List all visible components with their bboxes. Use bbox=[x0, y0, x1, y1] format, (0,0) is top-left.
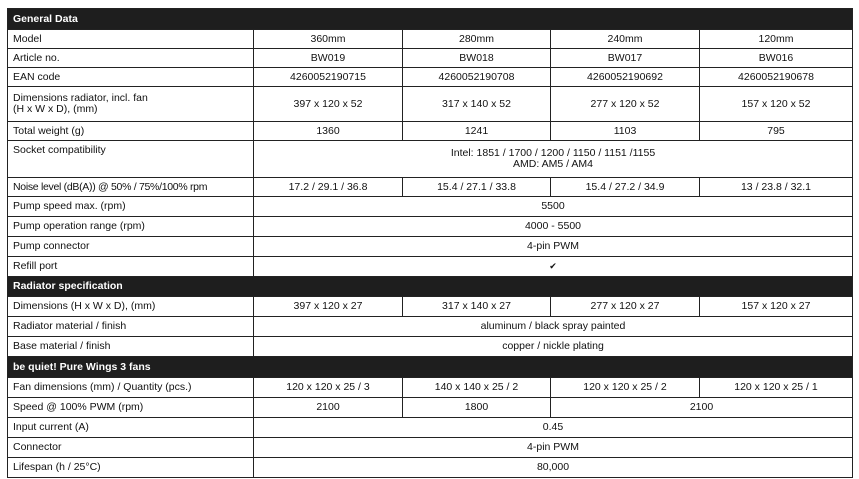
cell-value: 397 x 120 x 52 bbox=[254, 87, 403, 122]
row-fan-dimensions bbox=[8, 378, 853, 398]
cell-value: 1800 bbox=[403, 398, 551, 418]
row-socket bbox=[8, 141, 853, 178]
section-general bbox=[8, 9, 853, 30]
cell-value: 4260052190678 bbox=[700, 68, 853, 87]
section-radiator bbox=[8, 277, 853, 297]
cell-value: 280mm bbox=[403, 30, 551, 49]
cell-value: 360mm bbox=[254, 30, 403, 49]
section-radiator-title: Radiator specification bbox=[8, 277, 853, 297]
row-fan-speed bbox=[8, 398, 853, 418]
row-weight bbox=[8, 122, 853, 141]
row-refill bbox=[8, 257, 853, 277]
cell-value: 4260052190708 bbox=[403, 68, 551, 87]
row-label: EAN code bbox=[8, 68, 254, 87]
row-label-line: Dimensions radiator, incl. fan bbox=[13, 92, 148, 104]
row-label bbox=[8, 87, 254, 122]
cell-value: 120mm bbox=[700, 30, 853, 49]
cell-value: 140 x 140 x 25 / 2 bbox=[403, 378, 551, 398]
cell-value: aluminum / black spray painted bbox=[254, 317, 853, 337]
cell-value: 1360 bbox=[254, 122, 403, 141]
row-connector bbox=[8, 438, 853, 458]
cell-value: 15.4 / 27.1 / 33.8 bbox=[403, 178, 551, 197]
cell-value: 5500 bbox=[254, 197, 853, 217]
row-base-material bbox=[8, 337, 853, 357]
row-label-line: (H x W x D), (mm) bbox=[13, 103, 98, 115]
cell-value: 4-pin PWM bbox=[254, 438, 853, 458]
row-label: Pump connector bbox=[8, 237, 254, 257]
row-ean bbox=[8, 68, 853, 87]
cell-value: 1103 bbox=[551, 122, 700, 141]
row-label: Noise level (dB(A)) @ 50% / 75%/100% rpm bbox=[8, 178, 254, 197]
cell-value: 15.4 / 27.2 / 34.9 bbox=[551, 178, 700, 197]
row-label: Input current (A) bbox=[8, 418, 254, 438]
cell-value: 120 x 120 x 25 / 1 bbox=[700, 378, 853, 398]
row-label: Article no. bbox=[8, 49, 254, 68]
cell-value: 4260052190692 bbox=[551, 68, 700, 87]
row-radiator-material bbox=[8, 317, 853, 337]
cell-value: 2100 bbox=[254, 398, 403, 418]
row-label: Connector bbox=[8, 438, 254, 458]
cell-value: 4000 - 5500 bbox=[254, 217, 853, 237]
row-label: Fan dimensions (mm) / Quantity (pcs.) bbox=[8, 378, 254, 398]
socket-intel: Intel: 1851 / 1700 / 1200 / 1150 / 1151 /1155 bbox=[450, 147, 656, 159]
cell-value: BW018 bbox=[403, 49, 551, 68]
cell-value: 157 x 120 x 27 bbox=[700, 297, 853, 317]
cell-value: copper / nickle plating bbox=[254, 337, 853, 357]
cell-value: 317 x 140 x 27 bbox=[403, 297, 551, 317]
row-label: Total weight (g) bbox=[8, 122, 254, 141]
section-fans bbox=[8, 357, 853, 378]
cell-value: 277 x 120 x 27 bbox=[551, 297, 700, 317]
section-fans-title: be quiet! Pure Wings 3 fans bbox=[8, 357, 853, 378]
row-label: Dimensions (H x W x D), (mm) bbox=[8, 297, 254, 317]
row-label: Lifespan (h / 25°C) bbox=[8, 458, 254, 478]
cell-value: 240mm bbox=[551, 30, 700, 49]
cell-value: BW016 bbox=[700, 49, 853, 68]
cell-value: 157 x 120 x 52 bbox=[700, 87, 853, 122]
socket-amd: AMD: AM5 / AM4 bbox=[513, 158, 593, 170]
cell-value: 317 x 140 x 52 bbox=[403, 87, 551, 122]
cell-value: 120 x 120 x 25 / 3 bbox=[254, 378, 403, 398]
row-label: Socket compatibility bbox=[8, 141, 254, 178]
row-dimensions-radiator bbox=[8, 87, 853, 122]
row-label: Speed @ 100% PWM (rpm) bbox=[8, 398, 254, 418]
cell-value: 13 / 23.8 / 32.1 bbox=[700, 178, 853, 197]
cell-value: 17.2 / 29.1 / 36.8 bbox=[254, 178, 403, 197]
cell-value: 795 bbox=[700, 122, 853, 141]
row-model bbox=[8, 30, 853, 49]
row-label: Pump operation range (rpm) bbox=[8, 217, 254, 237]
row-radiator-dimensions bbox=[8, 297, 853, 317]
cell-value: 80,000 bbox=[254, 458, 853, 478]
row-label: Refill port bbox=[8, 257, 254, 277]
cell-value: 4-pin PWM bbox=[254, 237, 853, 257]
row-article bbox=[8, 49, 853, 68]
section-general-title: General Data bbox=[8, 9, 853, 30]
check-icon: ✔ bbox=[254, 257, 853, 277]
cell-value: BW019 bbox=[254, 49, 403, 68]
row-pump-connector bbox=[8, 237, 853, 257]
row-label: Pump speed max. (rpm) bbox=[8, 197, 254, 217]
row-noise bbox=[8, 178, 853, 197]
cell-value: 1241 bbox=[403, 122, 551, 141]
row-label: Radiator material / finish bbox=[8, 317, 254, 337]
cell-value: 4260052190715 bbox=[254, 68, 403, 87]
row-pump-range bbox=[8, 217, 853, 237]
spec-table bbox=[7, 8, 853, 478]
cell-value: 120 x 120 x 25 / 2 bbox=[551, 378, 700, 398]
cell-value: 397 x 120 x 27 bbox=[254, 297, 403, 317]
cell-value bbox=[254, 141, 853, 178]
row-lifespan bbox=[8, 458, 853, 478]
row-pump-speed bbox=[8, 197, 853, 217]
cell-value: 277 x 120 x 52 bbox=[551, 87, 700, 122]
cell-value: 0.45 bbox=[254, 418, 853, 438]
cell-value: BW017 bbox=[551, 49, 700, 68]
row-input-current bbox=[8, 418, 853, 438]
cell-value: 2100 bbox=[551, 398, 853, 418]
row-label: Base material / finish bbox=[8, 337, 254, 357]
row-label: Model bbox=[8, 30, 254, 49]
